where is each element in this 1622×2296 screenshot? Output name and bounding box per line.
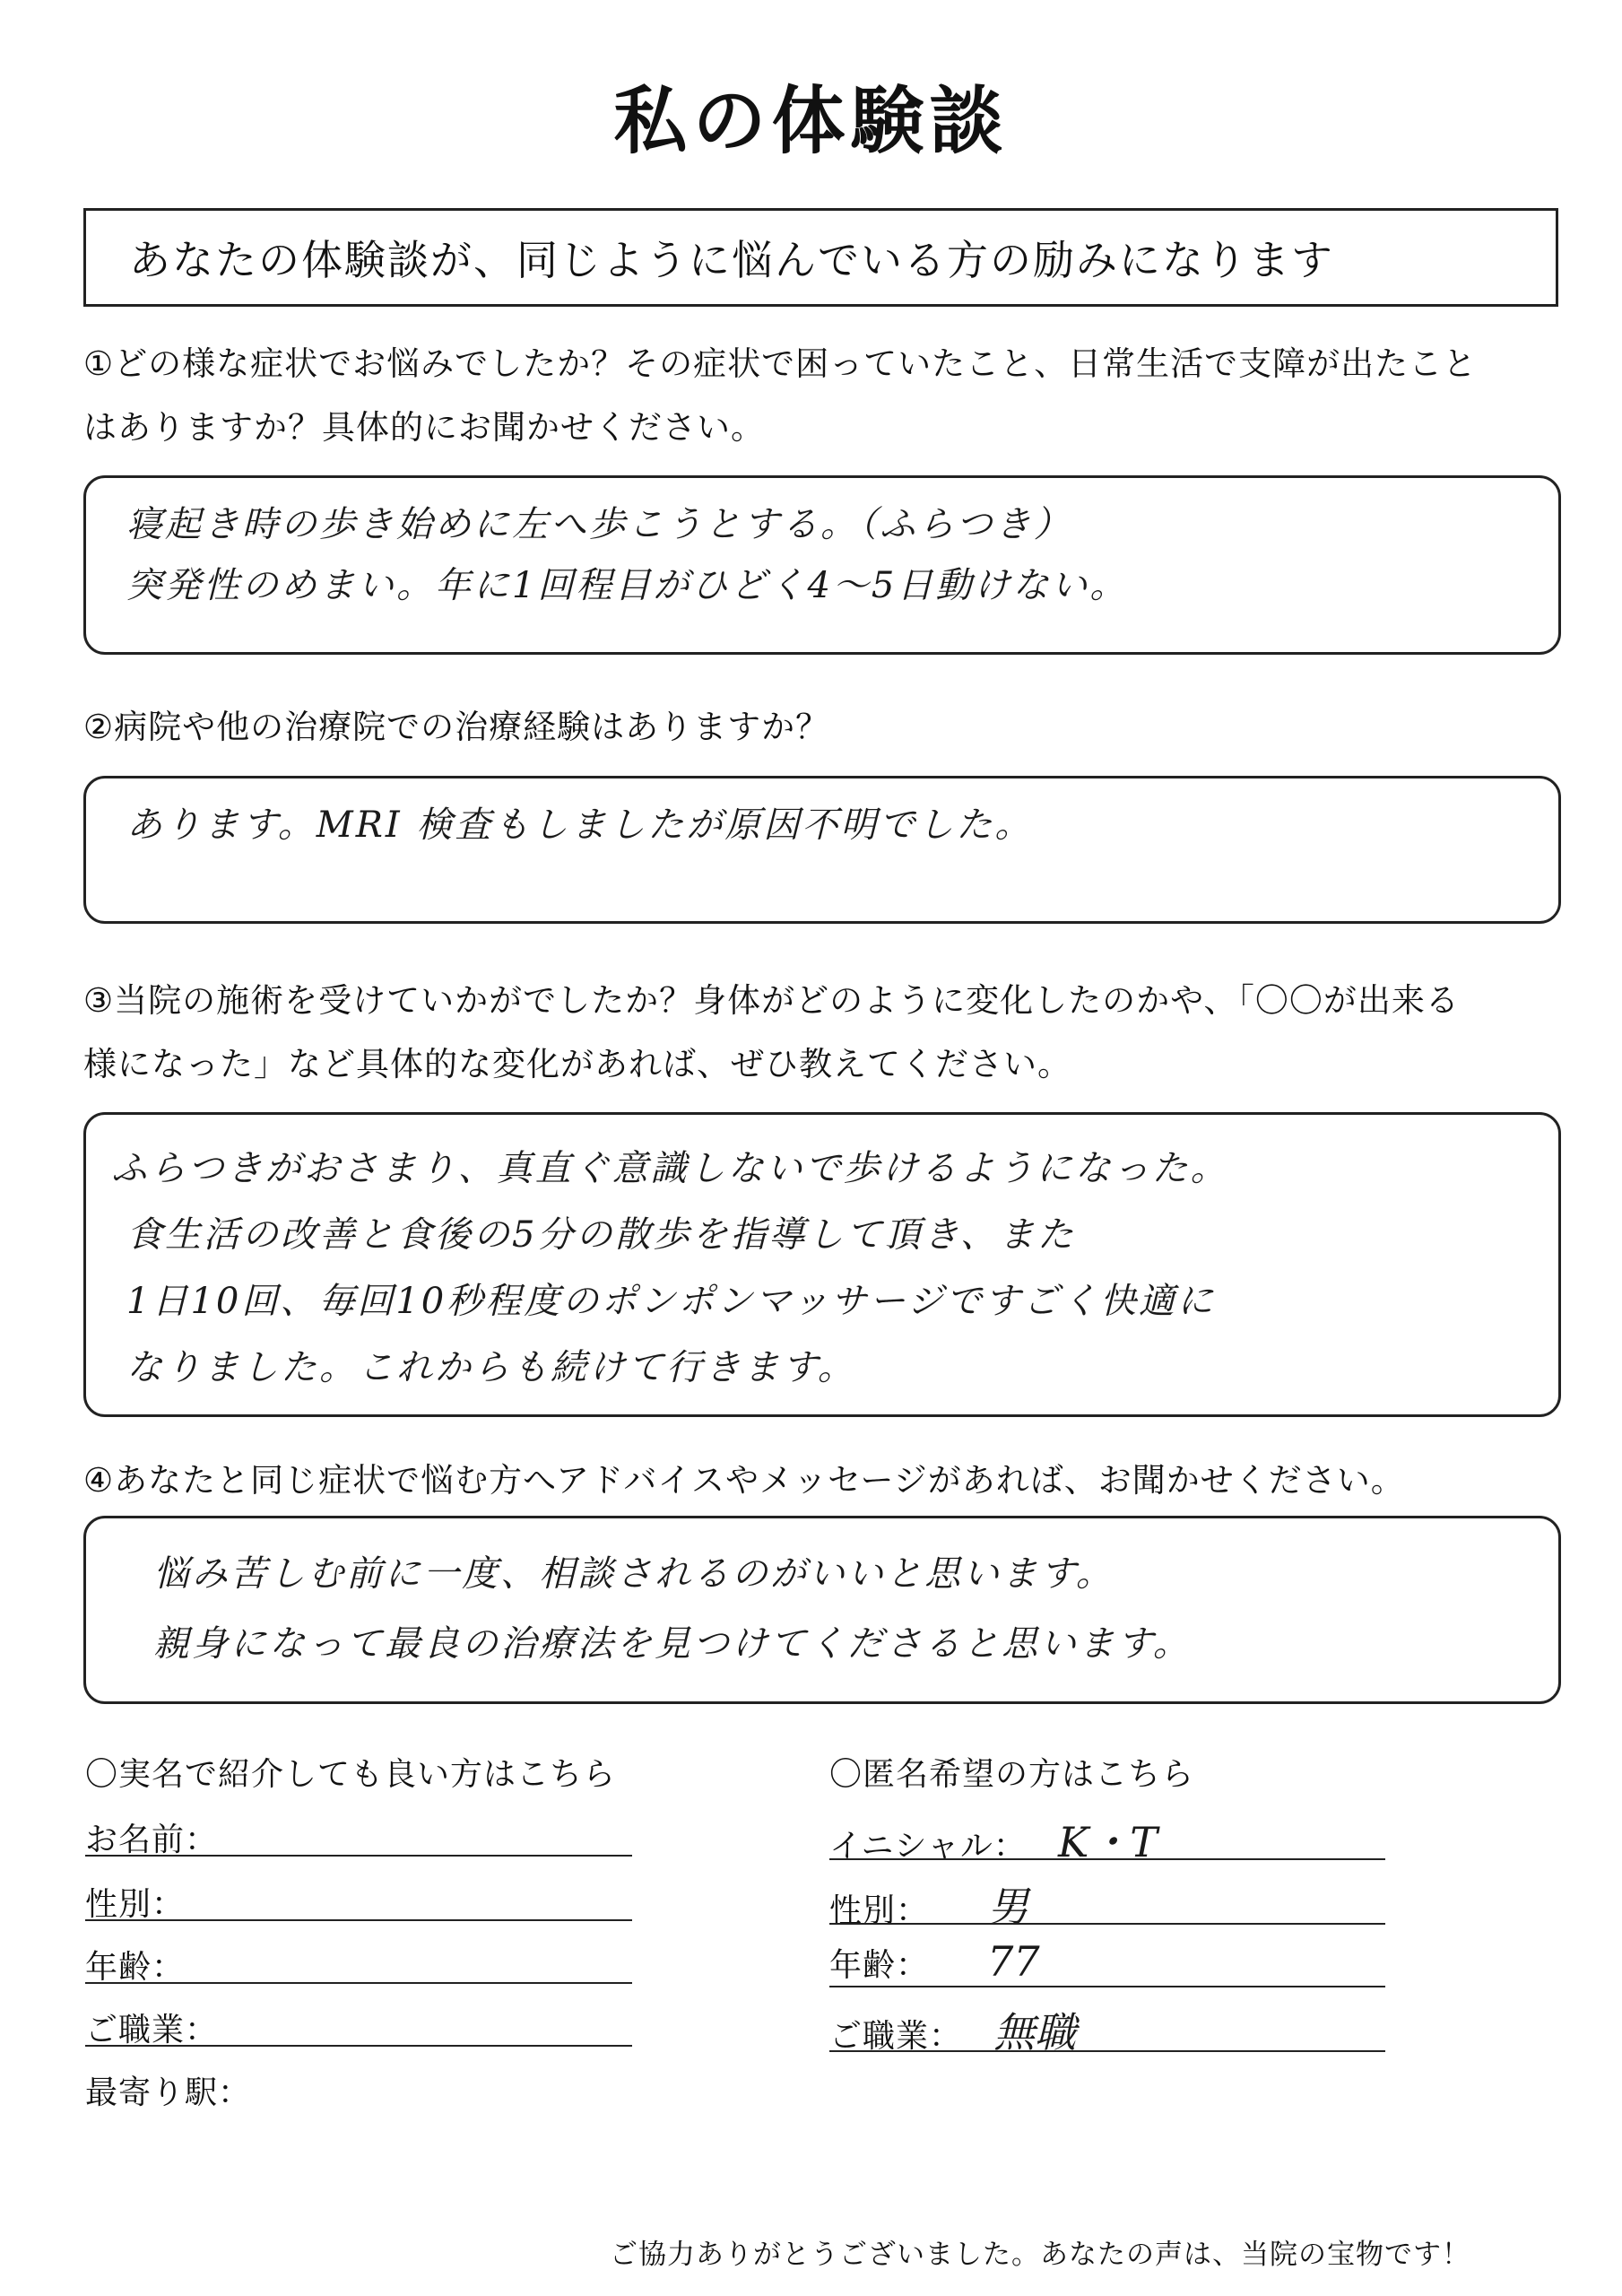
field-label: お名前： (85, 1822, 219, 1858)
anonymous-heading: 〇匿名希望の方はこちら (829, 1756, 1195, 1793)
question-4 (83, 1448, 1572, 1512)
field-underline (829, 2050, 1385, 2052)
answer-2-line-1: あります。MRI 検査もしましたが原因不明でした。 (126, 804, 1034, 846)
anonymous-field-gender (829, 1874, 1385, 1934)
field-underline (829, 1923, 1385, 1925)
anonymous-field-age (829, 1937, 1385, 1986)
field-underline (829, 1986, 1385, 1987)
field-label: ご職業： (85, 2012, 219, 2048)
question-1-line-1: ①どの様な症状でお悩みでしたか？その症状で困っていたこと、日常生活で支障が出たこと (83, 344, 1478, 383)
question-3 (83, 969, 1572, 1096)
field-label: 最寄り駅： (85, 2074, 252, 2111)
field-label: 性別： (829, 1892, 930, 1929)
question-1 (83, 332, 1572, 459)
answer-3-line-3: 1日10回、毎回10秒程度のポンポンマッサージですごく快適に (126, 1281, 1216, 1322)
field-label: イニシャル： (829, 1828, 1027, 1865)
field-underline (829, 1858, 1385, 1860)
real-name-field-occupation (85, 2002, 632, 2050)
answer-3-box (83, 1112, 1561, 1417)
subtitle-box (83, 208, 1558, 307)
answer-1-box (83, 475, 1561, 655)
answer-2-box (83, 776, 1561, 924)
real-name-field-name (85, 1812, 632, 1860)
real-name-heading: 〇実名で紹介しても良い方はこちら (85, 1756, 617, 1793)
field-label: 性別： (85, 1886, 186, 1923)
real-name-field-age (85, 1939, 632, 1987)
answer-3-line-2: 食生活の改善と食後の5分の散歩を指導して頂き、また (126, 1214, 1076, 1256)
answer-3-line-4: なりました。これからも続けて行きます。 (126, 1347, 856, 1388)
real-name-field-gender (85, 1876, 632, 1925)
answer-1-line-2: 突発性のめまい。年に1回程目がひどく4〜5日動けない。 (126, 565, 1129, 606)
field-underline (85, 2045, 632, 2047)
field-label: ご職業： (829, 2018, 963, 2055)
page-title: 私の体験談 (613, 79, 1009, 164)
subtitle-text: あなたの体験談が、同じように悩んでいる方の励みになります (129, 236, 1334, 284)
footer-thanks: ご協力ありがとうございました。あなたの声は、当院の宝物です！ (610, 2239, 1470, 2271)
field-underline (85, 1982, 632, 1984)
field-underline (85, 1919, 632, 1921)
answer-4-box (83, 1516, 1561, 1704)
field-label: 年齢： (85, 1949, 186, 1986)
question-2-line-1: ②病院や他の治療院での治療経験はありますか？ (83, 708, 830, 746)
real-name-field-station (85, 2065, 632, 2113)
field-value: K・T (1057, 1818, 1158, 1866)
answer-4-line-2: 親身になって最良の治療法を見つけてくださると思います。 (153, 1623, 1192, 1665)
question-4-line-1: ④あなたと同じ症状で悩む方へアドバイスやメッセージがあれば、お聞かせください。 (83, 1461, 1405, 1500)
answer-4-line-1: 悩み苦しむ前に一度、相談されるのがいいと思います。 (153, 1553, 1115, 1595)
answer-3-line-1: ふらつきがおさまり、真直ぐ意識しないで歩けるようになった。 (111, 1148, 1229, 1189)
answer-1-line-1: 寝起き時の歩き始めに左へ歩こうとする。（ふらつき） (126, 504, 1072, 545)
question-2 (83, 695, 1572, 759)
field-underline (85, 1855, 632, 1857)
field-value: 無職 (993, 2008, 1077, 2057)
anonymous-field-initials (829, 1810, 1385, 1869)
question-3-line-1: ③当院の施術を受けていかがでしたか？身体がどのように変化したのかや、「〇〇が出来る (83, 981, 1460, 1020)
field-value: 77 (987, 1937, 1040, 1986)
field-label: 年齢： (829, 1947, 930, 1984)
question-1-line-2: はありますか？具体的にお聞かせください。 (83, 408, 765, 447)
field-value: 男 (987, 1883, 1029, 1931)
question-3-line-2: 様になった」など具体的な変化があれば、ぜひ教えてください。 (83, 1045, 1071, 1083)
